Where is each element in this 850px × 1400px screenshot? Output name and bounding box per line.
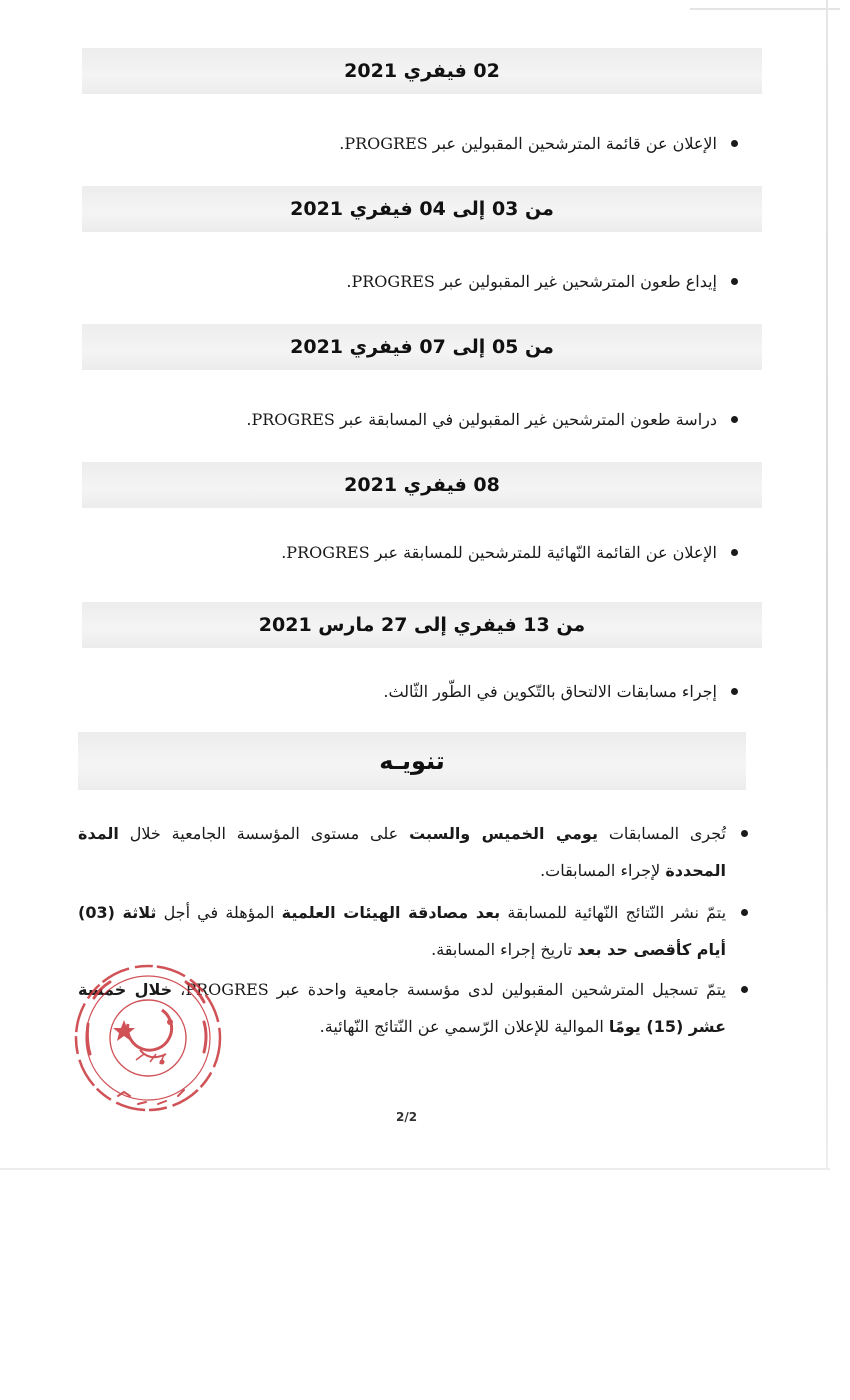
date-header-3 — [82, 324, 762, 370]
bullet-icon — [741, 830, 748, 837]
schedule-item-text: الإعلان عن قائمة المترشحين المقبولين عبر PROGRES. — [339, 134, 717, 153]
page-edge — [690, 8, 840, 10]
notice-text: يتمّ نشر النّتائج النّهائية للمسابقة — [500, 903, 727, 922]
notice-bold-text: بعد مصادقة الهيئات العلمية — [281, 903, 501, 922]
notice-text: لإجراء المسابقات. — [540, 861, 666, 880]
date-title: 08 فيفري 2021 — [344, 474, 500, 496]
bullet-icon — [741, 909, 748, 916]
schedule-item-5 — [383, 682, 738, 701]
date-header-5 — [82, 602, 762, 648]
date-title: من 03 إلى 04 فيفري 2021 — [290, 198, 554, 220]
date-header-4 — [82, 462, 762, 508]
notice-text: الموالية للإعلان الرّسمي عن النّتائج النّهائية. — [319, 1017, 609, 1036]
page-number: 2/2 — [396, 1110, 418, 1124]
notice-header — [78, 732, 746, 790]
date-header-1 — [82, 48, 762, 94]
notice-paragraph-1 — [78, 815, 726, 889]
page-edge — [0, 1168, 830, 1170]
notice-text: يتمّ تسجيل المترشحين المقبولين لدى مؤسسة جامعية واحدة عبر PROGRES، — [172, 980, 726, 999]
notice-title: تنويـه — [379, 747, 445, 775]
bullet-icon — [731, 278, 738, 285]
notice-text: المؤهلة في أجل — [156, 903, 282, 922]
schedule-item-2 — [346, 272, 738, 291]
schedule-item-text: إجراء مسابقات الالتحاق بالتّكوين في الطّور الثّالث. — [383, 682, 717, 701]
official-stamp-icon — [66, 958, 228, 1118]
notice-bold-text: المدة المحددة — [78, 824, 726, 880]
schedule-item-text: إيداع طعون المترشحين غير المقبولين عبر PROGRES. — [346, 272, 717, 291]
notice-bold-text: ثلاثة (03) أيام كأقصى حد بعد — [78, 903, 726, 959]
date-title: من 13 فيفري إلى 27 مارس 2021 — [258, 614, 586, 636]
date-title: من 05 إلى 07 فيفري 2021 — [290, 336, 554, 358]
schedule-item-3 — [246, 410, 738, 429]
notice-bold-text: يومي الخميس والسبت — [409, 824, 598, 843]
page-edge — [826, 0, 828, 1170]
notice-paragraph-2 — [78, 894, 726, 968]
notice-bold-text: خلال خمسة عشر (15) يومًا — [78, 980, 726, 1036]
bullet-icon — [741, 986, 748, 993]
bullet-icon — [731, 549, 738, 556]
date-title: 02 فيفري 2021 — [344, 60, 500, 82]
notice-text: تاريخ إجراء المسابقة. — [431, 940, 578, 959]
schedule-item-text: دراسة طعون المترشحين غير المقبولين في المسابقة عبر PROGRES. — [246, 410, 717, 429]
notice-text: تُجرى المسابقات — [597, 824, 727, 843]
date-header-2 — [82, 186, 762, 232]
bullet-icon — [731, 416, 738, 423]
notice-text: على مستوى المؤسسة الجامعية خلال — [118, 824, 410, 843]
schedule-item-4 — [281, 543, 738, 562]
schedule-item-1 — [339, 134, 738, 153]
bullet-icon — [731, 688, 738, 695]
bullet-icon — [731, 140, 738, 147]
schedule-item-text: الإعلان عن القائمة النّهائية للمترشحين للمسابقة عبر PROGRES. — [281, 543, 717, 562]
